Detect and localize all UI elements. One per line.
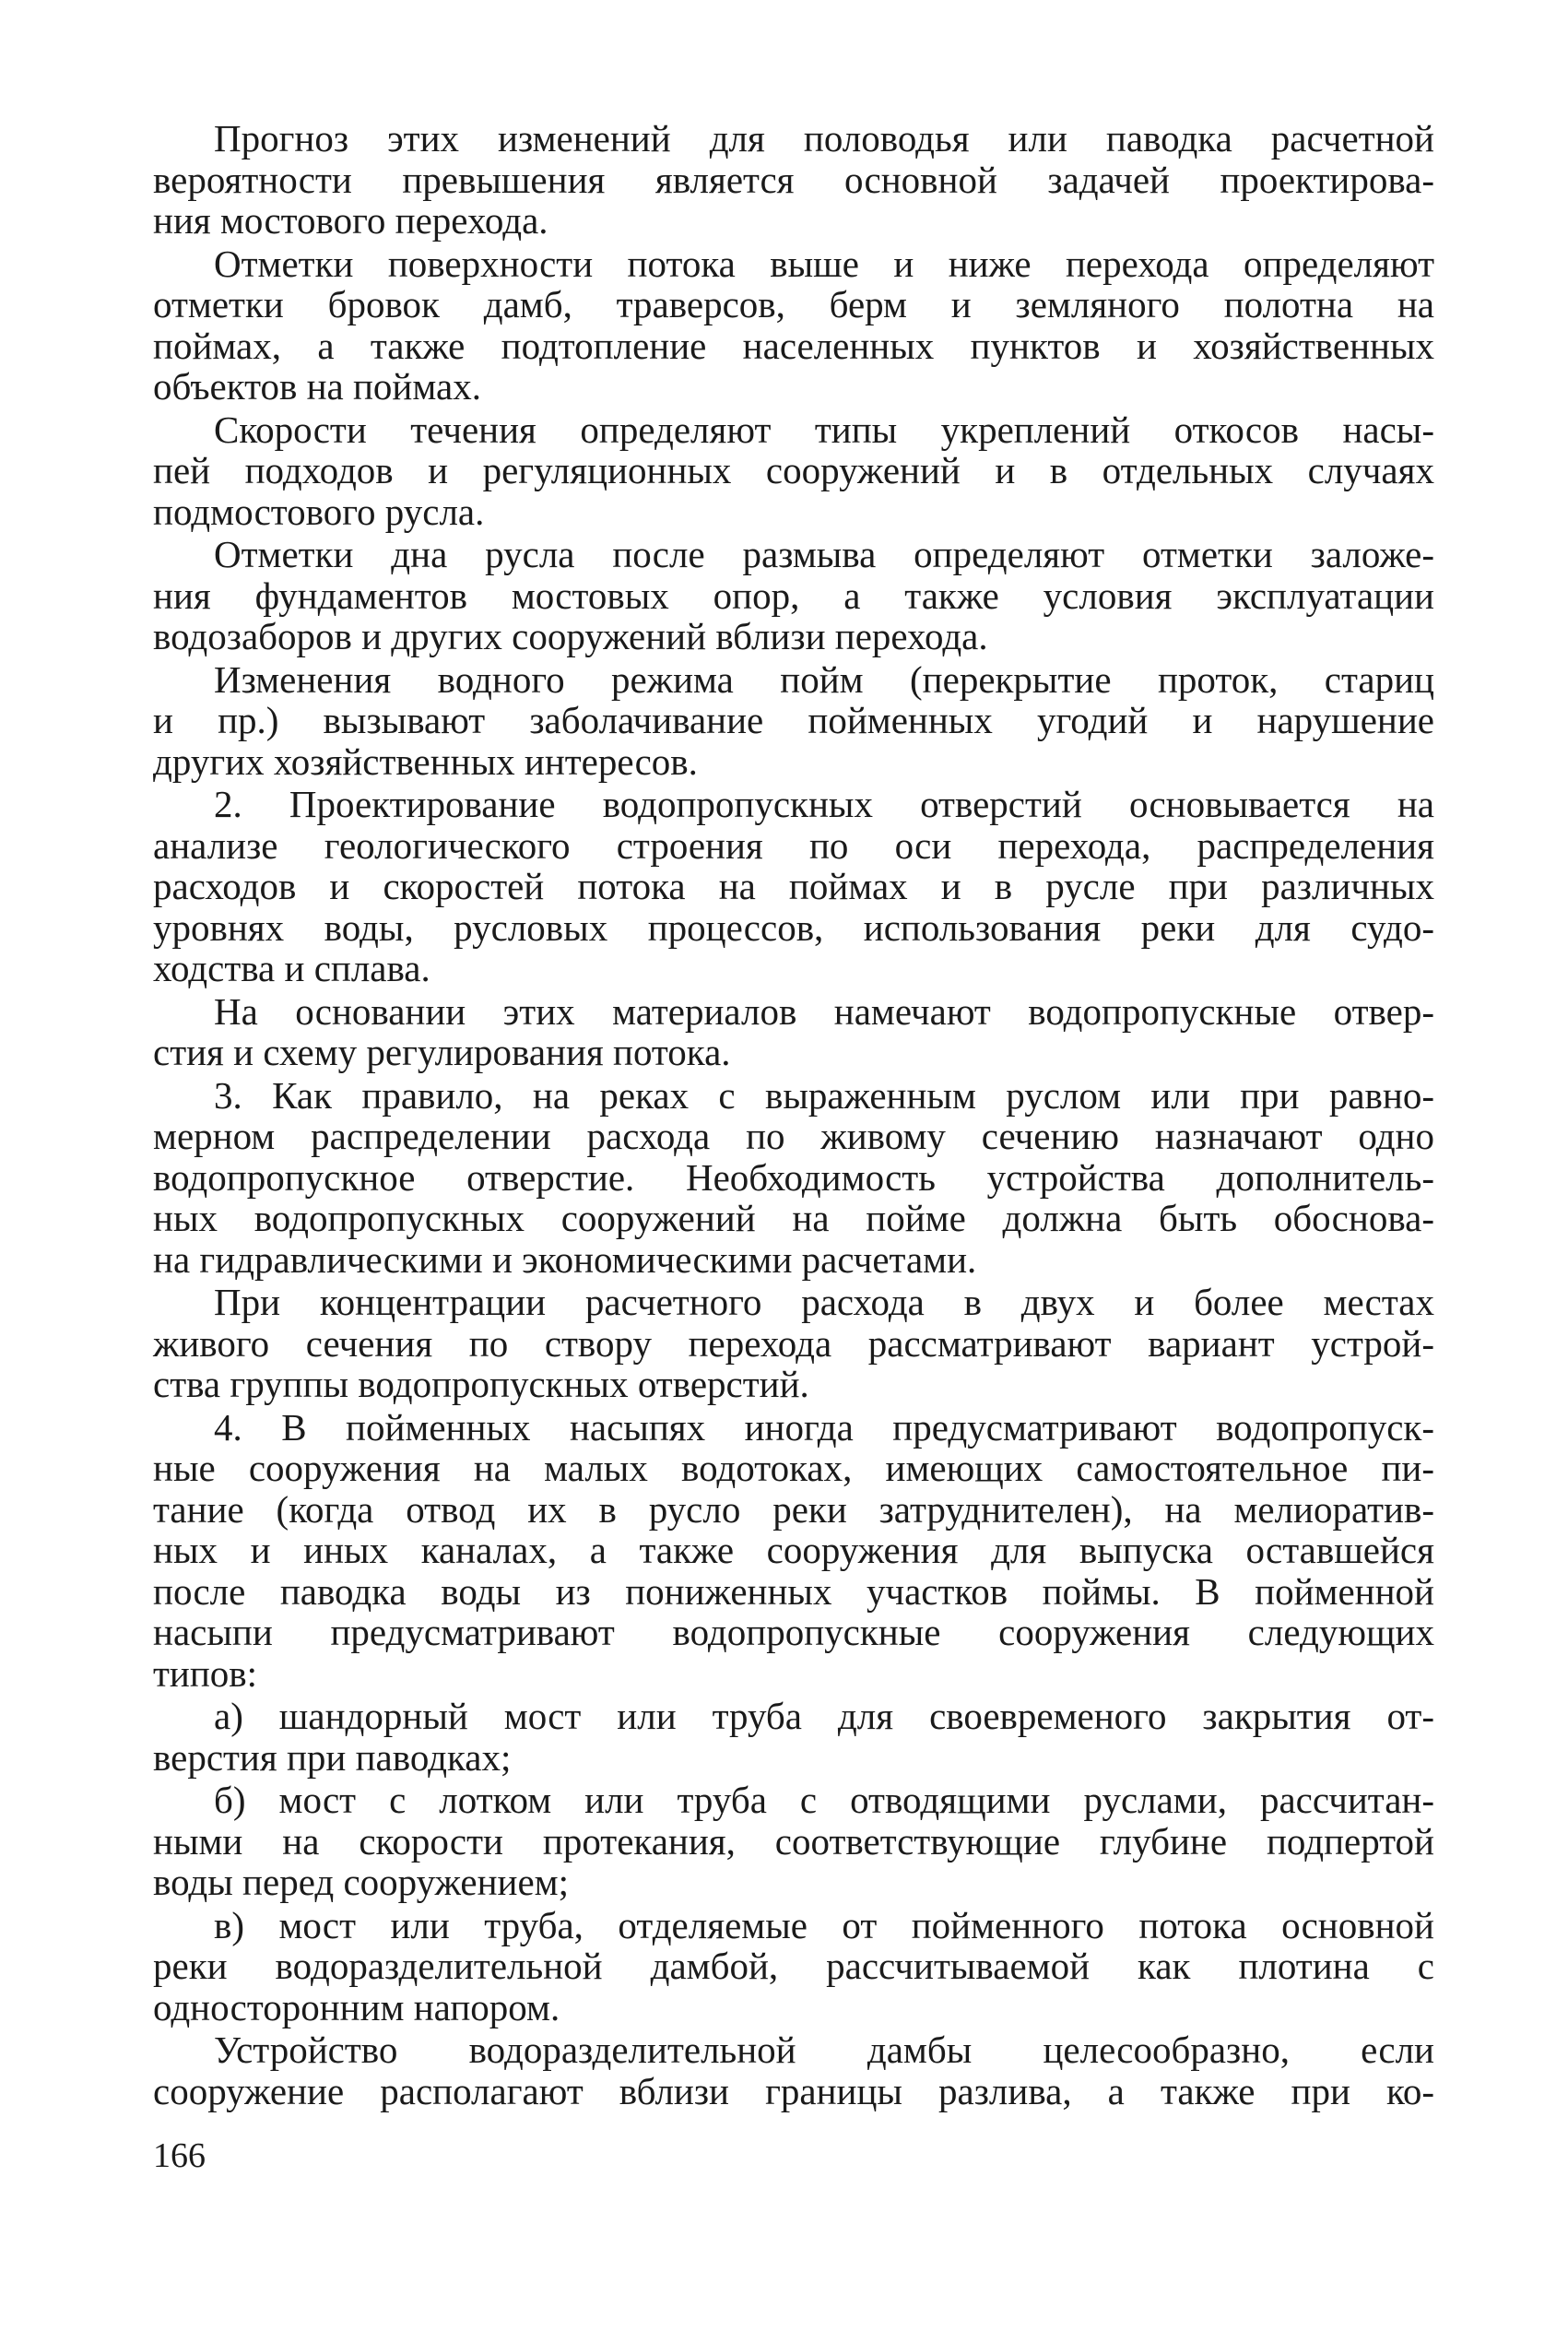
text-line: ства группы водопропускных отверстий. [153, 1363, 809, 1405]
text-line: а) шандорный мост или труба для своевременого закрытия от- [214, 1695, 1434, 1737]
paragraph [153, 409, 1434, 533]
text-line: и пр.) вызывают заболачивание пойменных угодий и нарушение [153, 699, 1434, 741]
paragraph [153, 1696, 1434, 1778]
text-line: На основании этих материалов намечают водопропускные отвер- [214, 989, 1434, 1033]
text-line: верстия при паводках; [153, 1735, 512, 1779]
paragraph [153, 1780, 1434, 1903]
text-line: Скорости течения определяют типы укреплений откосов насы- [214, 408, 1434, 451]
paragraph [153, 991, 1434, 1073]
paragraph [153, 1407, 1434, 1695]
text-line: объектов на поймах. [153, 365, 481, 408]
text-line: водозаборов и других сооружений вблизи перехода. [153, 615, 988, 657]
text-line: расходов и скоростей потока на поймах и в русле при различных [153, 865, 1434, 907]
paragraph [153, 784, 1434, 989]
text-line: воды перед сооружением; [153, 1861, 569, 1903]
body-text [153, 118, 1434, 2111]
text-line: в) мост или труба, отделяемые от пойменного потока основной [214, 1903, 1434, 1946]
text-line: ными на скорости протекания, соответствующие глубине подпертой [153, 1819, 1434, 1863]
page-number: 166 [153, 2136, 206, 2175]
text-line: тание (когда отвод их в русло реки затруднителен), на мелиоратив- [153, 1487, 1434, 1531]
text-line: 4. В пойменных насыпях иногда предусматривают водопропуск- [214, 1405, 1434, 1449]
paragraph [153, 2029, 1434, 2111]
text-line: ния мостового перехода. [153, 199, 548, 242]
text-line: уровнях воды, русловых процессов, использования реки для судо- [153, 905, 1434, 949]
text-line: мерном распределении расхода по живому сечению назначают одно [153, 1115, 1434, 1157]
text-line: пей подходов и регуляционных сооружений и в отдельных случаях [153, 449, 1434, 491]
text-line: насыпи предусматривают водопропускные сооружения следующих [153, 1611, 1434, 1653]
text-line: водопропускное отверстие. Необходимость устройства дополнитель- [153, 1155, 1434, 1199]
text-line: живого сечения по створу перехода рассматривают вариант устрой- [153, 1321, 1434, 1365]
paragraph [153, 659, 1434, 783]
text-line: Отметки дна русла после размыва определяют отметки заложе- [214, 533, 1434, 575]
text-line: подмостового русла. [153, 490, 485, 533]
text-line: ных и иных каналах, а также сооружения для выпуска оставшейся [153, 1529, 1434, 1571]
text-line: сооружение располагают вблизи границы разлива, а также при ко- [153, 2069, 1434, 2112]
text-line: б) мост с лотком или труба с отводящими руслами, рассчитан- [214, 1779, 1434, 1821]
paragraph [153, 1075, 1434, 1281]
text-line: Отметки поверхности потока выше и ниже перехода определяют [214, 242, 1434, 285]
text-line: ные сооружения на малых водотоках, имеющих самостоятельное пи- [153, 1447, 1434, 1489]
paragraph [153, 243, 1434, 408]
text-line: 2. Проектирование водопропускных отверстий основывается на [214, 783, 1434, 825]
text-line: ния фундаментов мостовых опор, а также условия эксплуатации [153, 574, 1434, 617]
text-line: после паводка воды из пониженных участков поймы. В пойменной [153, 1569, 1434, 1613]
text-line: Устройство водоразделительной дамбы целесообразно, если [214, 2028, 1434, 2071]
paragraph [153, 118, 1434, 242]
text-line: других хозяйственных интересов. [153, 739, 698, 783]
text-line: Прогноз этих изменений для половодья или паводка расчетной [214, 117, 1434, 160]
text-line: ходства и сплава. [153, 947, 430, 989]
text-line: ных водопропускных сооружений на пойме должна быть обоснова- [153, 1197, 1434, 1239]
text-line: стия и схему регулирования потока. [153, 1031, 731, 1073]
text-line: односторонним напором. [153, 1985, 560, 2028]
text-line: вероятности превышения является основной задачей проектирова- [153, 158, 1434, 201]
text-line: 3. Как правило, на реках с выраженным руслом или при равно- [214, 1073, 1434, 1117]
paragraph [153, 1905, 1434, 2028]
text-line: на гидравлическими и экономическими расчетами. [153, 1237, 977, 1281]
paragraph [153, 1282, 1434, 1405]
text-line: Изменения водного режима пойм (перекрытие проток, стариц [214, 657, 1434, 701]
paragraph [153, 534, 1434, 657]
text-line: поймах, а также подтопление населенных пунктов и хозяйственных [153, 324, 1434, 367]
text-line: анализе геологического строения по оси перехода, распределения [153, 823, 1434, 867]
text-line: типов: [153, 1651, 258, 1695]
text-line: При концентрации расчетного расхода в двух и более местах [214, 1281, 1434, 1323]
text-line: отметки бровок дамб, траверсов, берм и земляного полотна на [153, 283, 1434, 325]
text-line: реки водоразделительной дамбой, рассчитываемой как плотина с [153, 1945, 1434, 1987]
